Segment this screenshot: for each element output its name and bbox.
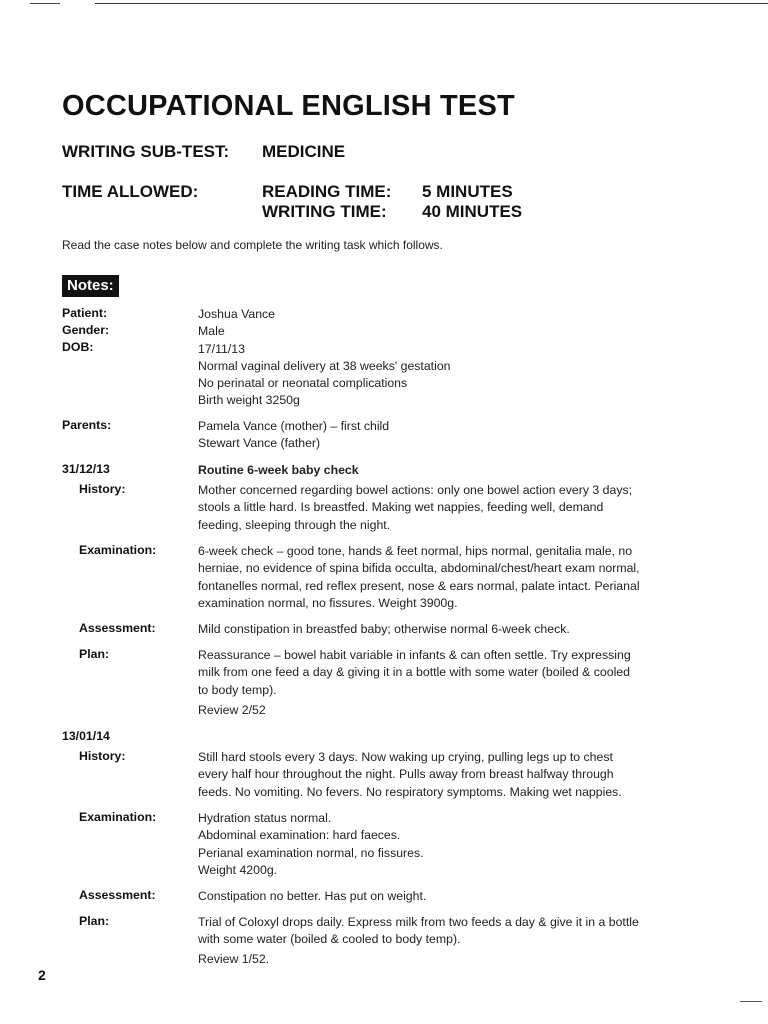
writing-time-label: WRITING TIME:	[262, 202, 387, 221]
parent-father: Stewart Vance (father)	[198, 436, 321, 451]
visit1-assessment-label: Assessment:	[79, 621, 156, 635]
subtest-label: WRITING SUB-TEST:	[62, 142, 230, 161]
plan-line: with some water (boiled & cooled to body temp).	[198, 932, 461, 947]
intro-text: Read the case notes below and complete the writing task which follows.	[62, 238, 443, 252]
reading-time-label: READING TIME:	[262, 182, 392, 201]
visit1-plan-label: Plan:	[79, 647, 110, 661]
writing-time-value: 40 MINUTES	[422, 202, 523, 221]
exam-line: Abdominal examination: hard faeces.	[198, 828, 401, 843]
plan-line: milk from one feed a day & giving it in a bottle with some water (boiled & cooled	[198, 665, 630, 680]
visit1-date: 31/12/13	[62, 462, 110, 476]
parents-label: Parents:	[62, 418, 112, 432]
exam-line: examination normal, no fissures. Weight 3900g.	[198, 595, 458, 610]
visit1-exam-label: Examination:	[79, 543, 157, 557]
plan-line: Trial of Coloxyl drops daily. Express milk from two feeds a day & give it in a bottle	[198, 915, 639, 929]
history-line: stools a little hard. Is breastfed. Making wet nappies, feeding well, demand	[198, 500, 604, 515]
visit1-history	[198, 482, 668, 534]
parent-mother: Pamela Vance (mother) – first child	[198, 419, 390, 433]
notes-badge: Notes:	[62, 275, 119, 297]
visit1-history-label: History:	[79, 482, 126, 496]
visit2-assessment-label: Assessment:	[79, 888, 156, 902]
exam-line: Hydration status normal.	[198, 811, 332, 825]
visit2-date: 13/01/14	[62, 729, 110, 743]
top-rule-left	[30, 3, 60, 4]
exam-line: Perianal examination normal, no fissures.	[198, 845, 424, 860]
parents-details	[198, 418, 668, 453]
patient-gender: Male	[198, 324, 225, 339]
exam-line: fontanelles normal, red reflex present, nose & ears normal, palate intact. Perianal	[198, 578, 640, 593]
visit2-assessment: Constipation no better. Has put on weight.	[198, 889, 427, 903]
exam-line: 6-week check – good tone, hands & feet normal, hips normal, genitalia male, no	[198, 544, 633, 558]
history-line: Mother concerned regarding bowel actions: only one bowel action every 3 days;	[198, 483, 633, 497]
visit1-plan	[198, 647, 668, 699]
page-number: 2	[38, 967, 46, 983]
corner-mark	[740, 1001, 762, 1002]
visit2-exam-label: Examination:	[79, 810, 157, 824]
birth-detail: No perinatal or neonatal complications	[198, 376, 408, 391]
visit2-history-label: History:	[79, 749, 126, 763]
visit1-assessment: Mild constipation in breastfed baby; otherwise normal 6-week check.	[198, 622, 570, 636]
visit1-exam	[198, 543, 668, 612]
patient-details	[198, 306, 668, 410]
visit2-exam	[198, 810, 668, 879]
plan-line: to body temp).	[198, 682, 277, 697]
patient-dob: 17/11/13	[198, 341, 245, 356]
visit1-heading: Routine 6-week baby check	[198, 463, 359, 477]
visit2-plan	[198, 914, 668, 949]
exam-line: Weight 4200g.	[198, 862, 278, 877]
dob-label: DOB:	[62, 340, 94, 354]
patient-label: Patient:	[62, 306, 108, 320]
history-line: feeding, sleeping through the night.	[198, 517, 391, 532]
patient-name: Joshua Vance	[198, 307, 276, 321]
subtest-value: MEDICINE	[262, 142, 346, 161]
plan-line: Reassurance – bowel habit variable in infants & can often settle. Try expressing	[198, 648, 631, 662]
page-title: OCCUPATIONAL ENGLISH TEST	[62, 90, 515, 122]
exam-line: herniae, no evidence of spina bifida occulta, abdominal/chest/heart exam normal,	[198, 561, 640, 576]
visit2-plan-label: Plan:	[79, 914, 110, 928]
birth-detail: Birth weight 3250g	[198, 393, 300, 408]
birth-detail: Normal vaginal delivery at 38 weeks' gestation	[198, 358, 451, 373]
history-line: Still hard stools every 3 days. Now waking up crying, pulling legs up to chest	[198, 750, 613, 764]
history-line: every half hour throughout the night. Pulls away from breast halfway through	[198, 767, 614, 782]
visit1-review: Review 2/52	[198, 703, 266, 717]
gender-label: Gender:	[62, 323, 110, 337]
history-line: feeds. No vomiting. No fevers. No respiratory symptoms. Making wet nappies.	[198, 784, 622, 799]
visit2-review: Review 1/52.	[198, 952, 270, 966]
top-rule	[95, 3, 768, 4]
visit2-history	[198, 749, 668, 801]
time-allowed-label: TIME ALLOWED:	[62, 182, 199, 201]
reading-time-value: 5 MINUTES	[422, 182, 513, 201]
